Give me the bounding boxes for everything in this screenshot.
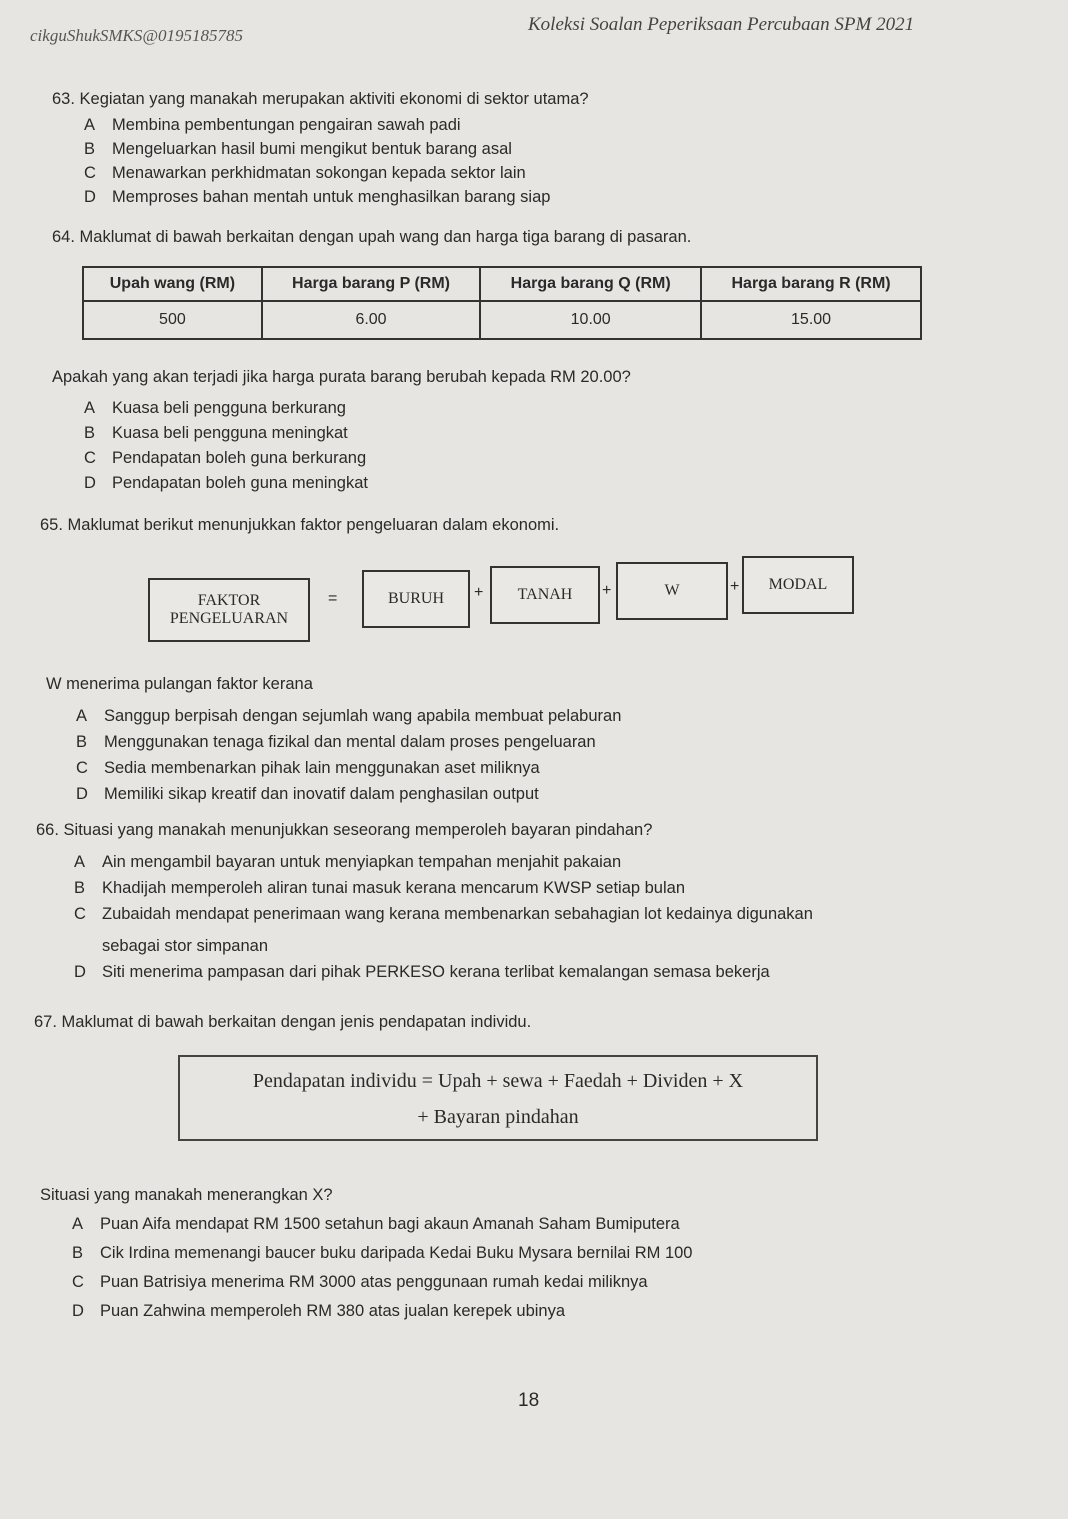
plus-sign: + [730,578,740,595]
q67-stem: 67. Maklumat di bawah berkaitan dengan jenis pendapatan individu. [34,1013,532,1031]
table-header: Upah wang (RM) [83,267,262,301]
q65-option-d: D Memiliki sikap kreatif dan inovatif dalam penghasilan output [76,785,539,803]
q66-option-b: B Khadijah memperoleh aliran tunai masuk kerana mencarum KWSP setiap bulan [74,879,686,897]
q63-option-d: D Memproses bahan mentah untuk menghasilkan barang siap [84,188,551,206]
table-cell: 15.00 [701,301,921,339]
income-formula-box [178,1055,818,1141]
header-right: Koleksi Soalan Peperiksaan Percubaan SPM 2021 [528,14,915,35]
q64-question: Apakah yang akan terjadi jika harga purata barang berubah kepada RM 20.00? [52,368,631,386]
q66-option-d: D Siti menerima pampasan dari pihak PERKESO kerana terlibat kemalangan semasa bekerja [74,963,770,981]
q63-option-c: C Menawarkan perkhidmatan sokongan kepada sektor lain [84,164,526,182]
table-header: Harga barang P (RM) [262,267,480,301]
factor-label-line1: FAKTOR [197,592,261,609]
q64-stem: 64. Maklumat di bawah berkaitan dengan upah wang dan harga tiga barang di pasaran. [52,228,692,246]
q64-option-b: B Kuasa beli pengguna meningkat [84,424,348,442]
q66-option-c: C Zubaidah mendapat penerimaan wang kerana membenarkan sebahagian lot kedainya digunakan [74,905,813,923]
table-cell: 500 [83,301,262,339]
q67-option-b: B Cik Irdina memenangi baucer buku daripada Kedai Buku Mysara bernilai RM 100 [72,1244,693,1262]
q63-option-b: B Mengeluarkan hasil bumi mengikut bentuk barang asal [84,140,512,158]
table-header: Harga barang Q (RM) [480,267,701,301]
plus-sign: + [474,584,484,601]
q63-option-a: A Membina pembentungan pengairan sawah padi [84,116,461,134]
q64-option-a: A Kuasa beli pengguna berkurang [84,399,346,417]
table-cell: 10.00 [480,301,701,339]
q65-question: W menerima pulangan faktor kerana [46,675,313,693]
factor-box-buruh: BURUH [362,570,470,628]
factor-box-w: W [616,562,728,620]
q66-stem: 66. Situasi yang manakah menunjukkan seseorang memperoleh bayaran pindahan? [36,821,653,839]
q65-option-c: C Sedia membenarkan pihak lain menggunakan aset miliknya [76,759,540,777]
q66-option-a: A Ain mengambil bayaran untuk menyiapkan tempahan menjahit pakaian [74,853,622,871]
formula-line-1: Pendapatan individu = Upah + sewa + Faedah + Dividen + X [252,1070,744,1092]
page-number: 18 [518,1390,540,1411]
q65-stem: 65. Maklumat berikut menunjukkan faktor pengeluaran dalam ekonomi. [40,516,560,534]
header-left: cikguShukSMKS@0195185785 [30,26,243,45]
factor-production-box [148,578,310,642]
formula-line-2: + Bayaran pindahan [417,1106,579,1128]
factor-label-line2: PENGELUARAN [169,610,289,627]
q64-option-c: C Pendapatan boleh guna berkurang [84,449,367,467]
factor-box-modal: MODAL [742,556,854,614]
wage-price-table [82,266,922,340]
q66-option-c-cont: sebagai stor simpanan [102,937,269,955]
q63-stem: 63. Kegiatan yang manakah merupakan aktiviti ekonomi di sektor utama? [52,90,589,108]
q67-option-a: A Puan Aifa mendapat RM 1500 setahun bagi akaun Amanah Saham Bumiputera [72,1215,680,1233]
plus-sign: + [602,582,612,599]
equals-sign: = [328,590,338,607]
q67-option-d: D Puan Zahwina memperoleh RM 380 atas jualan kerepek ubinya [72,1302,566,1320]
q67-question: Situasi yang manakah menerangkan X? [40,1186,333,1204]
table-cell: 6.00 [262,301,480,339]
q67-option-c: C Puan Batrisiya menerima RM 3000 atas penggunaan rumah kedai miliknya [72,1273,648,1291]
q65-option-b: B Menggunakan tenaga fizikal dan mental dalam proses pengeluaran [76,733,596,751]
q65-option-a: A Sanggup berpisah dengan sejumlah wang apabila membuat pelaburan [76,707,622,725]
q64-option-d: D Pendapatan boleh guna meningkat [84,474,368,492]
table-header: Harga barang R (RM) [701,267,921,301]
factor-box-tanah: TANAH [490,566,600,624]
